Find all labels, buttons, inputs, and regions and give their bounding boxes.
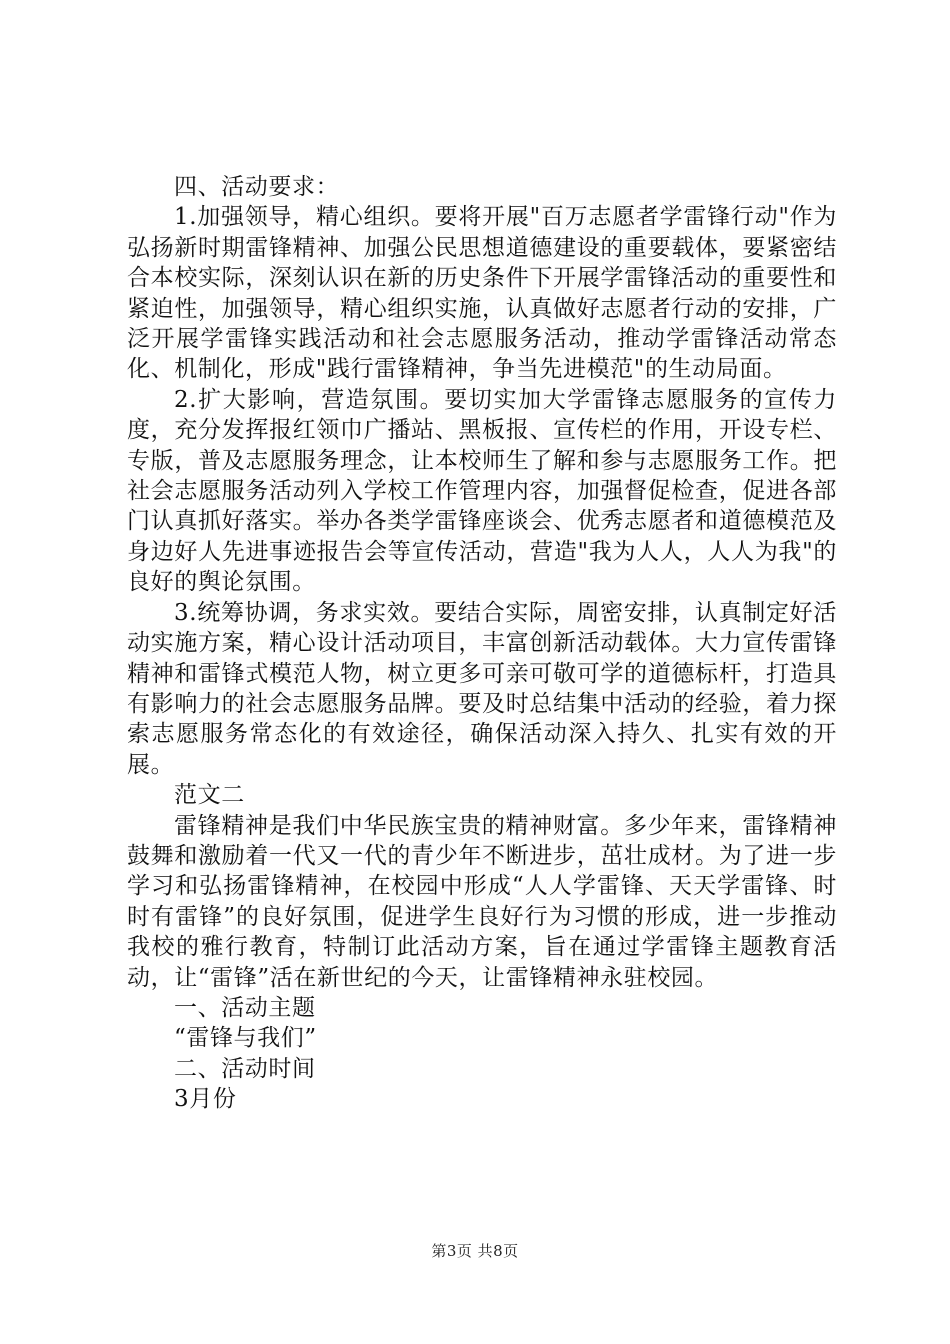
section-heading-theme: 一、活动主题 bbox=[174, 994, 316, 1021]
document-body bbox=[127, 172, 837, 1115]
paragraph-requirement-3: 3.统筹协调，务求实效。要结合实际，周密安排，认真制定好活动实施方案，精心设计活动项目，丰富创新活动载体。大力宣传雷锋精神和雷锋式模范人物，树立更多可亲可敬可学的道德标杆，打造具有影响力的社会志愿服务品牌。要及时总结集中活动的经验，着力探索志愿服务常态化的有效途径，确保活动深入持久、扎实有效的开展。 bbox=[127, 599, 837, 778]
paragraph-requirement-1: 1.加强领导，精心组织。要将开展"百万志愿者学雷锋行动"作为弘扬新时期雷锋精神、加强公民思想道德建设的重要载体，要紧密结合本校实际，深刻认识在新的历史条件下开展学雷锋活动的重要性和紧迫性，加强领导，精心组织实施，认真做好志愿者行动的安排，广泛开展学雷锋实践活动和社会志愿服务活动，推动学雷锋活动常态化、机制化，形成"践行雷锋精神，争当先进模范"的生动局面。 bbox=[127, 204, 837, 383]
section-heading-time: 二、活动时间 bbox=[174, 1055, 316, 1082]
theme-value: “雷锋与我们” bbox=[174, 1025, 317, 1052]
paragraph-intro: 雷锋精神是我们中华民族宝贵的精神财富。多少年来，雷锋精神鼓舞和激励着一代又一代的青少年不断进步，茁壮成材。为了进一步学习和弘扬雷锋精神，在校园中形成“人人学雷锋、天天学雷锋、时时有雷锋”的良好氛围，促进学生良好行为习惯的形成，进一步推动我校的雅行教育，特制订此活动方案，旨在通过学雷锋主题教育活动，让“雷锋”活在新世纪的今天，让雷锋精神永驻校园。 bbox=[127, 812, 837, 991]
page-number-footer: 第3页 共8页 bbox=[431, 1242, 519, 1260]
paragraph-requirement-2: 2.扩大影响，营造氛围。要切实加大学雷锋志愿服务的宣传力度，充分发挥报红领巾广播站、黑板报、宣传栏的作用，开设专栏、专版，普及志愿服务理念，让本校师生了解和参与志愿服务工作。把社会志愿服务活动列入学校工作管理内容，加强督促检查，促进各部门认真抓好落实。举办各类学雷锋座谈会、优秀志愿者和道德模范及身边好人先进事迹报告会等宣传活动，营造"我为人人，人人为我"的良好的舆论氛围。 bbox=[127, 386, 837, 596]
time-value: 3月份 bbox=[174, 1086, 237, 1113]
sample-heading: 范文二 bbox=[174, 782, 245, 809]
section-heading-requirements: 四、活动要求： bbox=[174, 174, 340, 200]
